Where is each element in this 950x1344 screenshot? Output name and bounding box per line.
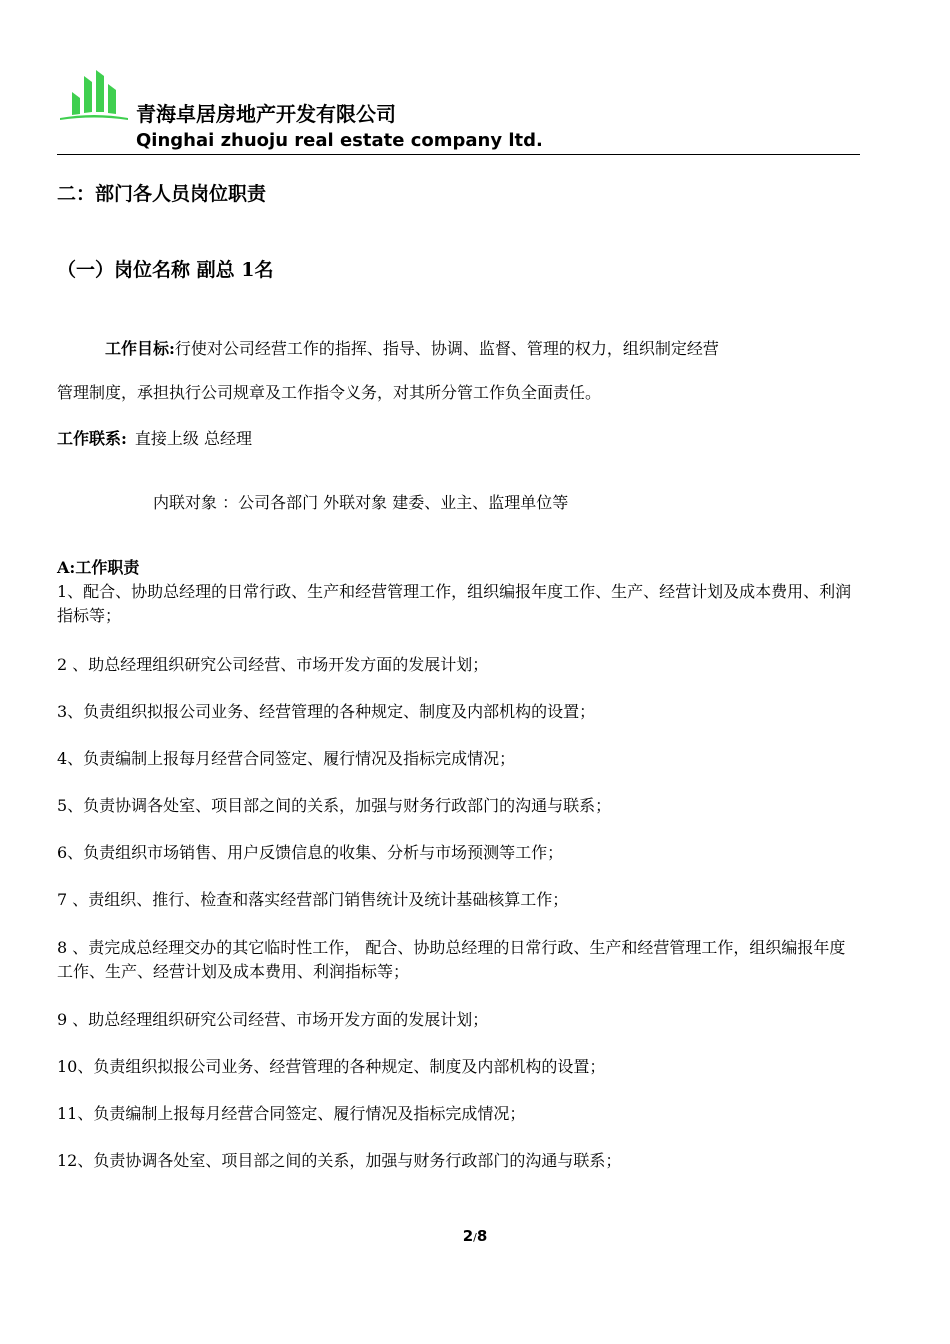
work-relations-label: 工作联系: <box>57 429 127 448</box>
page-total: 8 <box>476 1227 488 1245</box>
duty-item: 3、负责组织拟报公司业务、经营管理的各种规定、制度及内部机构的设置； <box>57 702 596 721</box>
duty-item: 11、负责编制上报每月经营合同签定、履行情况及指标完成情况； <box>57 1104 526 1123</box>
duty-item: 1、配合、协助总经理的日常行政、生产和经营管理工作，组织编报年度工作、生产、经营计划及成本费用、利润指标等； <box>57 582 852 625</box>
page-footer <box>0 1226 950 1248</box>
duty-item: 4、负责编制上报每月经营合同签定、履行情况及指标完成情况； <box>57 749 516 768</box>
duty-item: 2 、助总经理组织研究公司经营、市场开发方面的发展计划； <box>57 655 489 674</box>
work-goal-label: 工作目标: <box>105 339 175 358</box>
duty-item: 12、负责协调各处室、项目部之间的关系，加强与财务行政部门的沟通与联系； <box>57 1151 622 1170</box>
duty-item: 7 、责组织、推行、检查和落实经营部门销售统计及统计基础核算工作； <box>57 890 569 909</box>
duty-item: 5、负责协调各处室、项目部之间的关系，加强与财务行政部门的沟通与联系； <box>57 796 612 815</box>
work-relations-contacts: 内联对象 ：公司各部门 外联对象 建委、业主、监理单位等 <box>153 493 569 512</box>
duty-item: 9 、助总经理组织研究公司经营、市场开发方面的发展计划； <box>57 1010 489 1029</box>
position-title: （一）岗位名称 副总 1名 <box>57 259 274 281</box>
company-name-cn: 青海卓居房地产开发有限公司 <box>136 102 396 126</box>
work-goal-line2: 管理制度，承担执行公司规章及工作指令义务，对其所分管工作负全面责任。 <box>57 383 602 402</box>
duty-item: 6、负责组织市场销售、用户反馈信息的收集、分析与市场预测等工作； <box>57 843 564 862</box>
work-relations-superior: 直接上级 总经理 <box>134 429 253 448</box>
header-divider <box>57 154 860 155</box>
work-relations-line <box>57 427 857 451</box>
page-number: 2 <box>462 1227 474 1245</box>
duties-title: A:工作职责 <box>57 558 140 577</box>
work-goal-line1 <box>57 337 857 361</box>
work-goal-text-1: 行使对公司经营工作的指挥、指导、协调、监督、管理的权力，组织制定经营 <box>174 339 719 358</box>
page-separator: / <box>473 1231 477 1244</box>
duty-item: 8 、责完成总经理交办的其它临时性工作， 配合、协助总经理的日常行政、生产和经营管理工作，组织编报年度工作、生产、经营计划及成本费用、利润指标等； <box>57 938 846 981</box>
company-logo <box>58 68 130 124</box>
company-name-en: Qinghai zhuoju real estate company ltd. <box>136 130 543 151</box>
section-title: 二：部门各人员岗位职责 <box>57 183 267 205</box>
duty-item: 10、负责组织拟报公司业务、经营管理的各种规定、制度及内部机构的设置； <box>57 1057 606 1076</box>
